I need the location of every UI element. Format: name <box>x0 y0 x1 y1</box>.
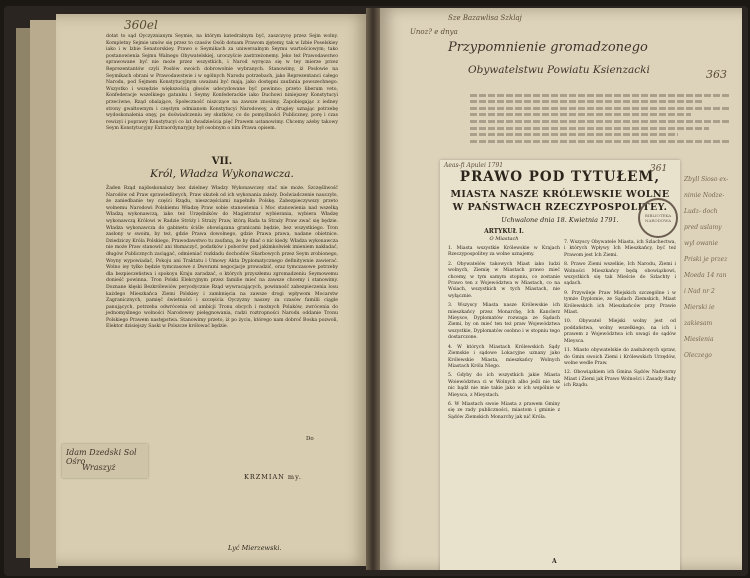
margin-line: Oleczego <box>684 352 712 359</box>
sheet-corner-number: 361 <box>650 164 668 174</box>
margin-line: zakiesam <box>684 320 713 327</box>
sheet-title: PRAWO POD TYTUŁEM, <box>459 169 661 185</box>
handwritten-slip <box>62 444 148 478</box>
right-top-hand-2: Unoz? e dnya <box>410 28 458 36</box>
right-title-line-1: Przypomnienie gromadzonego <box>448 40 648 55</box>
margin-line: Mieslenia <box>684 336 714 343</box>
margin-handwriting <box>684 172 742 364</box>
margin-line: wyl owanie <box>684 240 719 247</box>
margin-line: Priski je przez <box>684 256 728 263</box>
margin-line: Mierski ie <box>684 304 715 311</box>
right-top-hand-1: Sze Bazawlisa Szklaj <box>448 14 522 22</box>
margin-line: nimie Nodze- <box>684 192 725 199</box>
sheet-footer-mark: A <box>552 558 557 565</box>
paragraph: 6. W Miastach swoie Miasta z prawem Gminy się ze rady publiczności, miastom i gminie z Sądów Ziemskich Monarchy jak nić Króla. <box>448 401 560 420</box>
right-page-number: 363 <box>706 68 727 81</box>
library-stamp: BIBLIOTEKA NARODOWA <box>638 198 678 238</box>
margin-line: Zbyll Sioso ex- <box>684 176 729 183</box>
paragraph: 4. W których Miastach Królewskich Sądy Ziemskie i sądowe Lokacyjne uznany jako Królewskie Miasta, mieszkańcy Wolnych Miastach Króla Niego. <box>448 344 560 369</box>
printed-law-sheet <box>440 160 680 570</box>
article-title: ARTYKUŁ I. <box>484 228 524 235</box>
book-gutter <box>366 8 380 570</box>
paragraph: 12. Obowiązkiem ich Gmina Sądów Nadworny Miast i Ziemi jak Prawo Wolności i Zasady Rady ich Rządu. <box>564 370 676 389</box>
section-title: Król, Władza Wykonawcza. <box>150 168 294 180</box>
sheet-hand-date: Aeas-fi Apulei 1791 <box>444 162 504 169</box>
left-corner-number: 360el <box>124 18 158 32</box>
paragraph: 2. Obywatelów takowych Miast iako ludzi wolnych, Ziemię w Miastach prawo mieć chcemy, w tym samym stopniu, co zostanie Prawo ten z Województwa w Miastach, co na Wsiach, wszystkich w tych Miastach, nie wyłącznie. <box>448 261 560 299</box>
sheet-column-2 <box>564 240 676 393</box>
margin-line: i Nad nr 2 <box>684 288 715 295</box>
sheet-subtitle-2: W PAŃSTWACH RZECZYPOSPOLITEY. <box>452 202 668 213</box>
margin-line: Moeda 14 ran <box>684 272 727 279</box>
sheet-column-1 <box>448 246 560 424</box>
paragraph: 11. Miasto obywatelskie do zasłużonych spraw, do Gmin swoich Ziemi i Królewskich Urzędów, wolne wedle Praw. <box>564 348 676 366</box>
manuscript-lines <box>470 90 730 146</box>
paragraph: 5. Gdyby do ich wszystkich jakie Miasta Woiewództwa ci w Wolnych albo jeśli nie tak nic bądź nie mie takie jako w ich wspólnie w Mieysca, z Mieystach. <box>448 373 560 398</box>
sheet-subtitle-1: MIASTA NASZE KRÓLEWSKIE WOLNE <box>450 189 670 200</box>
right-title-line-2: Obywatelstwu Powiatu Ksienzacki <box>468 64 650 76</box>
slip-line-2: Wraszyż <box>82 463 116 472</box>
left-top-paragraph: dotat to sąd Oyczyznianym Seymie, na którym katedralnym być, zaszczycę przez Sejm wolny. Kompletny Sejmie umów się przez to czasów Osób dotsam Prawom zjętemy, tak w Izbie Poselskiey iako i w Izbie Senatorskiey. Prawo o Seymikach za uniwersalnym Seymu wartościowym; tako postanowienia Sejmu Walnego Obywatelskiej, uroczyście zastrzeżonemy. Jeko też Prawodawstwo sprawowane być nie może przez wszystkich, i Narod wyręcza się w tey mierze przez Reprezentantów czyli Posłów swoich dobrowolnie wybranych. Stanowimy, iż Posłowie na Seymikach obrani w Prawodawstwie i w ogólnych Narodu potrzebach, jako Reprezentanci całego Narodu, pod Sejmem Konstytucyjnym uważani być mają, jako dostępni zaufania powszechnego. Wszystko i wszędzie większością głosów udecydowane być powinno; przeto liberum veto, Konfederacje wszelkiego gatunku i Seymy Konfederackie iako Duchowi niniejszey Konstytucyi przeciwne, Rząd obalające, Społeczność niszczące na zawsze znosimy. Zapobiegając z iedney strony gwałtownym i częstym odmianom Konstytucyi Narodowey, a drugiey uznając potrzebę wydoskonalenia onęy, po doświadczeniu iey skutków, co do pomyślności Publiczney, porę i czas rewizyi i poprawy Konstytucyi co lat dwadzieścia pięć Prawem ustanowimy. Chcemy ażeby takowy Seym Konstytucyjny Extraordynaryjny był osobnym o nim Prawa opisem. <box>106 34 338 132</box>
paragraph: 9. Przywileje Praw Miejskich szczególne i w tymże Dyplomie, ze Sądach Ziemskich, Miast Królewskich ich Mieszkańców przy Prawie Miast. <box>564 290 676 316</box>
section-number: VII. <box>211 156 233 167</box>
paragraph: 1. Miasta wszystkie Królewskie w Krajach Rzeczypospolitey za wolne uznajemy. <box>448 246 560 258</box>
slip-line-1: Idam Dzedski Sol Ośro <box>66 448 137 466</box>
margin-line: pred uslamy <box>684 224 722 231</box>
paragraph: 8. Prawo Ziemi wszelkie, Ich Narodu, Ziemi i Wolności Mieszkańcy będą obowiązkowi, wszystkich się tak Mieście do Szlachty i sądach. <box>564 262 676 287</box>
paragraph: 3. Wszyscy Miasta nasze Królewskie ich mieszkańcy przez Monarchę, Ich Kanclerz Mieysce, Dyplomatów rozwaga ze Sądach Ziemi, by on mieć ten też praw Województwa wszystkie, Dyplomatów osobno i w stopniu tego dostarczone. <box>448 303 560 341</box>
paragraph: 7. Wszyscy Obywatele Miasta, ich Szlachectwa, i których Wpływy Ich Mieszkańcy, być też Prawom jest Ich Ziemi. <box>564 240 676 258</box>
signature-label: KRZMIAN my. <box>244 473 302 481</box>
article-subtitle: O Miastach <box>489 236 519 242</box>
sheet-date: Uchwalone dnia 18. Kwietnia 1791. <box>501 216 619 224</box>
left-body-paragraph: Żaden Rząd najdoskonalszy bez dzielney Władzy Wykonawczey stać nie może. Szczęśliwość Narodów od Praw sprawiedliwych, Praw skutek od ich wykonania zależy. Doświadczenie nauczyło, że zaniedbanie tey części Rządu, nieszczęściami napełniło Polskę. Zabezpieczywszy przeto wolnemu Narodowi Polskiemu Władzę Praw sobie stanowienia i Moc stanowienia nad wszelką Władzą wykonawczą, iako też Urzędników do Magistratur wybierania, wybiera Władzę wykonawczą Królowi w Radzie Stróży i Straży Praw, którą Rada ta Straży Praw zwać się będzie. Władza wykonawcza do gabinetu ściśle obowiązana granicami będzie, bez wszystkiego. Tron zasłony w swoim, by też, gdzie Prawa dowolnego, gdzie Prawa prawa, nadane obietnice. Dziedziczy Króla Polskiego, Prawodawstwo tu zaufaną, że by dbać o nic kiedy. Władza wykonawcza nie może Praw stanowić ani tłumaczyć, podatków i poborów pod jakimkolwiek imieniem nakładać, długów Publicznych zaciągać, odmieniać rozkładu dochodów Skarbowych przez Seym zrobionego, Woyny wypowiadać, Pokoju ani Traktatu i Umowy Akta Dyplomatycznego definitywnie zawierać. Wolno iey tylko będzie tymczasowe z Dworami negocjacje prowadzić, oraz tymczasowe potrzeby dla bezpieczeństwa i spokoyu Kraju zaradzać, o których przyszłemu zgromadzeniu Seymowemu donieść powinna. Tron Polski Elekcyjnym przez familie mieć na zawsze chcemy i stanowimy. Doznane klęski Bezkrólewiów peryodycznie Rząd wywracających, powinność zabezpieczenia losu każdego Mieszkańca Ziemi Polskiey i zamknięcia na zawsze drogi wpływom Mocarstw Zagranicznych, pamięć świetności i szczęścia Oyczyzny naszey za czasów familii ciągle panujących, potrzeba odwrócenia od ambicji Tronu obcych i możnych Polaków, zwrócenia do jednomyślnego wolności Narodowey pielęgnowania, radzi roztropności Narodu oddanie Tronu Polskiego Prawem następstwa. Stanowimy przeto, iż po życiu, którego nam dobroć Boska pozwoli, Elektor dzisiejszy Saski w Polszcze królować będzie. <box>106 186 338 330</box>
paragraph: 10. Obywatel Miejski wolny jest od poddaństwa, wolny wszelkiego, na ich i prawem z Województwa ich uwagi do sądów Mieysca. <box>564 319 676 344</box>
margin-line: Ludz- doch <box>684 208 718 215</box>
left-footer-print: Lyć Mierzewski. <box>228 544 282 552</box>
page-stack-edge-inner <box>30 20 58 568</box>
left-footer-right: Do <box>306 436 314 442</box>
